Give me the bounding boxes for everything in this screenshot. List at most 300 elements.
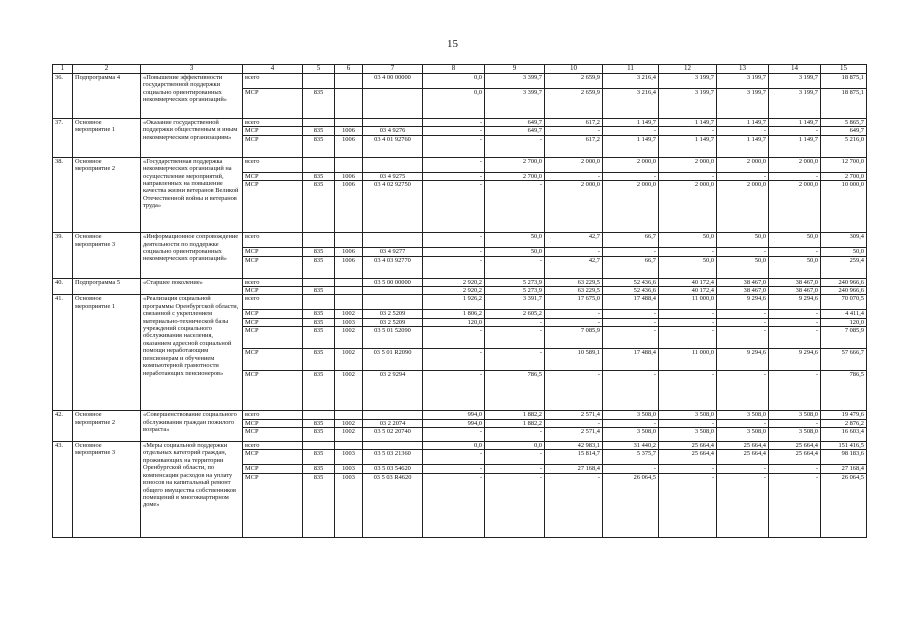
table-cell: 3 199,7 xyxy=(717,89,769,119)
table-cell: 40 172,4 xyxy=(659,278,717,286)
table-cell: 98 183,6 xyxy=(821,450,867,465)
row-number: 36. xyxy=(53,74,73,119)
table-cell xyxy=(363,233,423,248)
table-cell: 3 216,4 xyxy=(603,74,659,89)
table-cell xyxy=(303,119,335,127)
table-cell xyxy=(335,89,363,119)
table-cell: 2 000,0 xyxy=(769,157,821,172)
table-row xyxy=(53,278,867,286)
table-cell: 835 xyxy=(303,181,335,233)
table-cell xyxy=(335,233,363,248)
table-cell: 5 375,7 xyxy=(603,450,659,465)
table-cell: 2 000,0 xyxy=(603,181,659,233)
table-cell: 835 xyxy=(303,349,335,371)
row-number: 41. xyxy=(53,295,73,411)
column-header: 9 xyxy=(485,65,545,74)
table-cell: - xyxy=(659,419,717,427)
table-cell: 786,5 xyxy=(485,371,545,411)
table-cell: - xyxy=(423,119,485,127)
table-cell: 03 4 9277 xyxy=(363,248,423,256)
table-cell: - xyxy=(717,310,769,318)
table-row xyxy=(53,442,867,450)
table-cell: 2 700,0 xyxy=(485,157,545,172)
table-cell: 38 467,0 xyxy=(717,287,769,295)
table-cell: - xyxy=(423,248,485,256)
table-cell: 25 664,4 xyxy=(769,442,821,450)
table-cell: МСР xyxy=(243,327,303,349)
table-cell: 12 700,0 xyxy=(821,157,867,172)
table-row xyxy=(53,233,867,248)
table-cell: 27 168,4 xyxy=(821,465,867,473)
page-number: 15 xyxy=(447,38,458,50)
table-cell: - xyxy=(603,248,659,256)
table-cell: 18 875,1 xyxy=(821,89,867,119)
table-cell: 3 199,7 xyxy=(769,74,821,89)
table-cell: 2 000,0 xyxy=(659,157,717,172)
column-header: 6 xyxy=(335,65,363,74)
program-name: Основное мероприятие 1 xyxy=(73,119,141,158)
table-cell: 835 xyxy=(303,287,335,295)
program-description: «Повышение эффективности государственной поддержки социально ориентированных некоммерческих организаций» xyxy=(141,74,243,119)
table-cell: 63 229,5 xyxy=(545,278,603,286)
column-header: 12 xyxy=(659,65,717,74)
table-cell: 52 436,6 xyxy=(603,278,659,286)
table-cell: - xyxy=(423,371,485,411)
program-name: Подпрограмма 4 xyxy=(73,74,141,119)
table-cell: - xyxy=(485,318,545,326)
table-cell: 50,0 xyxy=(485,248,545,256)
table-cell: 151 416,5 xyxy=(821,442,867,450)
table-cell: 835 xyxy=(303,327,335,349)
table-cell: 25 664,4 xyxy=(659,442,717,450)
column-header: 13 xyxy=(717,65,769,74)
table-cell xyxy=(303,157,335,172)
table-cell: 835 xyxy=(303,419,335,427)
table-cell: всего xyxy=(243,442,303,450)
table-cell: всего xyxy=(243,157,303,172)
table-cell: 03 5 01 R2090 xyxy=(363,349,423,371)
table-cell: 42,7 xyxy=(545,256,603,278)
table-cell: - xyxy=(485,465,545,473)
table-cell: - xyxy=(603,327,659,349)
table-cell: 3 199,7 xyxy=(659,74,717,89)
table-cell xyxy=(363,295,423,310)
table-cell: - xyxy=(769,473,821,537)
table-cell: МСР xyxy=(243,256,303,278)
table-cell: 17 488,4 xyxy=(603,349,659,371)
table-cell: 649,7 xyxy=(485,127,545,135)
table-cell: МСР xyxy=(243,450,303,465)
column-header: 1 xyxy=(53,65,73,74)
table-cell: 120,0 xyxy=(821,318,867,326)
table-cell xyxy=(363,119,423,127)
table-cell: 1002 xyxy=(335,349,363,371)
table-cell: 03 2 9294 xyxy=(363,371,423,411)
row-number: 38. xyxy=(53,157,73,232)
table-cell: 1 882,2 xyxy=(485,411,545,419)
table-cell: 25 664,4 xyxy=(659,450,717,465)
table-cell: - xyxy=(485,135,545,157)
table-cell: - xyxy=(659,310,717,318)
table-cell: МСР xyxy=(243,349,303,371)
table-cell: 5 216,0 xyxy=(821,135,867,157)
table-cell: МСР xyxy=(243,465,303,473)
table-cell: 11 000,0 xyxy=(659,295,717,310)
table-cell: 259,4 xyxy=(821,256,867,278)
table-cell: 835 xyxy=(303,371,335,411)
table-cell: - xyxy=(769,310,821,318)
table-cell: 240 966,6 xyxy=(821,278,867,286)
table-cell: - xyxy=(769,419,821,427)
table-cell: - xyxy=(485,256,545,278)
table-cell xyxy=(303,411,335,419)
table-cell: - xyxy=(423,127,485,135)
table-cell: 2 000,0 xyxy=(545,157,603,172)
table-cell: 3 508,0 xyxy=(659,428,717,442)
table-cell: 617,2 xyxy=(545,135,603,157)
table-cell: 50,0 xyxy=(769,233,821,248)
table-cell: 3 508,0 xyxy=(603,428,659,442)
header-row xyxy=(53,65,867,74)
table-cell: - xyxy=(717,371,769,411)
table-cell: 1002 xyxy=(335,327,363,349)
table-cell: 50,0 xyxy=(717,256,769,278)
table-cell: 120,0 xyxy=(423,318,485,326)
table-cell: - xyxy=(423,157,485,172)
table-cell: 25 664,4 xyxy=(769,450,821,465)
table-cell: 3 391,7 xyxy=(485,295,545,310)
column-header: 11 xyxy=(603,65,659,74)
table-cell: - xyxy=(717,127,769,135)
table-cell: 1 806,2 xyxy=(423,310,485,318)
table-cell: - xyxy=(545,127,603,135)
table-cell: всего xyxy=(243,233,303,248)
table-cell: 19 479,6 xyxy=(821,411,867,419)
table-cell: 26 064,5 xyxy=(603,473,659,537)
table-cell: 3 508,0 xyxy=(603,411,659,419)
table-cell: 03 4 02 92750 xyxy=(363,181,423,233)
table-cell: 5 273,9 xyxy=(485,278,545,286)
table-cell: 2 659,9 xyxy=(545,74,603,89)
column-header: 2 xyxy=(73,65,141,74)
table-cell: 1 149,7 xyxy=(769,135,821,157)
table-cell: всего xyxy=(243,278,303,286)
table-cell: 1006 xyxy=(335,181,363,233)
table-cell: - xyxy=(769,465,821,473)
table-cell: - xyxy=(659,127,717,135)
table-cell: 5 273,9 xyxy=(485,287,545,295)
table-cell: 835 xyxy=(303,310,335,318)
table-cell: 03 5 01 52090 xyxy=(363,327,423,349)
table-cell: - xyxy=(603,310,659,318)
table-cell: 17 488,4 xyxy=(603,295,659,310)
table-cell: - xyxy=(423,349,485,371)
column-header: 5 xyxy=(303,65,335,74)
table-cell: МСР xyxy=(243,473,303,537)
table-cell: МСР xyxy=(243,248,303,256)
budget-table xyxy=(52,64,867,538)
table-cell: - xyxy=(659,465,717,473)
table-cell: 0,0 xyxy=(423,89,485,119)
table-cell: - xyxy=(717,248,769,256)
table-cell: 2 659,9 xyxy=(545,89,603,119)
table-cell: 70 070,5 xyxy=(821,295,867,310)
column-header: 4 xyxy=(243,65,303,74)
row-number: 39. xyxy=(53,233,73,278)
table-cell: 03 2 5209 xyxy=(363,310,423,318)
table-cell: 1003 xyxy=(335,318,363,326)
table-cell: 2 000,0 xyxy=(769,181,821,233)
table-cell: МСР xyxy=(243,89,303,119)
table-cell: 1006 xyxy=(335,172,363,180)
table-cell: - xyxy=(423,181,485,233)
table-row xyxy=(53,295,867,310)
table-row xyxy=(53,411,867,419)
table-cell: - xyxy=(603,419,659,427)
row-number: 42. xyxy=(53,411,73,442)
column-header: 8 xyxy=(423,65,485,74)
row-number: 43. xyxy=(53,442,73,538)
table-cell: 7 085,9 xyxy=(821,327,867,349)
table-cell: 2 000,0 xyxy=(603,157,659,172)
table-cell: - xyxy=(423,428,485,442)
table-cell: 1002 xyxy=(335,419,363,427)
table-cell: 03 5 00 00000 xyxy=(363,278,423,286)
table-cell: 1006 xyxy=(335,256,363,278)
table-cell: 3 508,0 xyxy=(769,411,821,419)
table-cell: 1 149,7 xyxy=(603,135,659,157)
table-cell: 649,7 xyxy=(485,119,545,127)
table-cell: 03 5 03 54620 xyxy=(363,465,423,473)
table-cell: - xyxy=(717,172,769,180)
table-cell: 1 149,7 xyxy=(659,135,717,157)
table-cell: МСР xyxy=(243,419,303,427)
table-cell: 835 xyxy=(303,172,335,180)
table-cell: 2 000,0 xyxy=(659,181,717,233)
table-cell xyxy=(335,119,363,127)
table-cell: 1003 xyxy=(335,465,363,473)
table-cell: 1 149,7 xyxy=(769,119,821,127)
table-cell xyxy=(335,74,363,89)
table-cell: 1 926,2 xyxy=(423,295,485,310)
table-cell: 63 229,5 xyxy=(545,287,603,295)
program-name: Основное мероприятие 3 xyxy=(73,233,141,278)
table-cell: - xyxy=(717,473,769,537)
program-name: Основное мероприятие 3 xyxy=(73,442,141,538)
table-cell: 3 199,7 xyxy=(659,89,717,119)
table-cell: 786,5 xyxy=(821,371,867,411)
table-cell: - xyxy=(659,172,717,180)
table-cell: 835 xyxy=(303,89,335,119)
table-cell: 5 865,7 xyxy=(821,119,867,127)
table-cell: 52 436,6 xyxy=(603,287,659,295)
table-cell: - xyxy=(423,465,485,473)
table-cell: 1 149,7 xyxy=(717,119,769,127)
table-cell: 835 xyxy=(303,450,335,465)
table-cell: 649,7 xyxy=(821,127,867,135)
table-cell: 2 000,0 xyxy=(717,157,769,172)
table-cell: 2 700,0 xyxy=(821,172,867,180)
row-number: 37. xyxy=(53,119,73,158)
table-cell: 38 467,0 xyxy=(769,287,821,295)
table-cell: 2 000,0 xyxy=(545,181,603,233)
table-cell: - xyxy=(769,172,821,180)
table-cell: 38 467,0 xyxy=(717,278,769,286)
table-cell: МСР xyxy=(243,318,303,326)
table-cell: 03 4 03 92770 xyxy=(363,256,423,278)
column-header: 7 xyxy=(363,65,423,74)
table-cell xyxy=(303,278,335,286)
table-cell: 25 664,4 xyxy=(717,442,769,450)
table-cell: 2 571,4 xyxy=(545,428,603,442)
table-cell: 31 440,2 xyxy=(603,442,659,450)
table-cell: - xyxy=(545,371,603,411)
table-cell: - xyxy=(485,181,545,233)
table-cell: МСР xyxy=(243,181,303,233)
table-cell: 994,0 xyxy=(423,411,485,419)
program-description: «Государственная поддержка некоммерческих организаций на осуществление мероприятий, направленных на повышение качества жизни ветеранов Великой Отечественной войны и ветеранов труда» xyxy=(141,157,243,232)
table-cell: 309,4 xyxy=(821,233,867,248)
table-cell: 03 5 02 20740 xyxy=(363,428,423,442)
table-cell: 1006 xyxy=(335,127,363,135)
table-cell xyxy=(303,74,335,89)
program-description: «Информационное сопровождение деятельности по поддержке социально ориентированных некоммерческих организаций» xyxy=(141,233,243,278)
table-cell: 1 149,7 xyxy=(603,119,659,127)
table-cell: 57 666,7 xyxy=(821,349,867,371)
table-cell: - xyxy=(485,450,545,465)
table-cell: 42 983,1 xyxy=(545,442,603,450)
table-cell: 9 294,6 xyxy=(717,295,769,310)
table-cell: 835 xyxy=(303,127,335,135)
table-cell: 03 4 9276 xyxy=(363,127,423,135)
table-cell: - xyxy=(603,127,659,135)
table-cell: 3 399,7 xyxy=(485,89,545,119)
table-cell: 1 149,7 xyxy=(659,119,717,127)
table-cell: 03 2 5209 xyxy=(363,318,423,326)
table-cell: всего xyxy=(243,295,303,310)
table-cell: 3 508,0 xyxy=(659,411,717,419)
table-cell: 66,7 xyxy=(603,233,659,248)
table-cell: 50,0 xyxy=(659,256,717,278)
table-cell: 38 467,0 xyxy=(769,278,821,286)
table-cell: 835 xyxy=(303,318,335,326)
program-description: «Оказание государственной поддержки общественным и иным некоммерческим организациям» xyxy=(141,119,243,158)
table-cell: - xyxy=(545,248,603,256)
table-cell: 27 168,4 xyxy=(545,465,603,473)
program-name: Основное мероприятие 2 xyxy=(73,157,141,232)
table-cell: 03 2 2074 xyxy=(363,419,423,427)
table-cell: - xyxy=(485,473,545,537)
table-cell xyxy=(363,157,423,172)
table-cell xyxy=(335,295,363,310)
table-cell: 2 920,2 xyxy=(423,278,485,286)
program-description: «Реализация социальной программы Оренбургской области, связанной с укреплением материально-технической базы учреждений социального обслуживания населения, оказанием адресной социальной помощи неработающим пенсионерам и обучением компьютерной грамотности неработающих пенсионеров» xyxy=(141,295,243,411)
table-cell: 1 149,7 xyxy=(717,135,769,157)
table-cell: - xyxy=(545,310,603,318)
table-cell: 240 966,6 xyxy=(821,287,867,295)
table-cell xyxy=(303,295,335,310)
table-row xyxy=(53,119,867,127)
table-cell: 3 399,7 xyxy=(485,74,545,89)
table-cell: 994,0 xyxy=(423,419,485,427)
table-cell xyxy=(303,233,335,248)
table-cell: - xyxy=(769,318,821,326)
table-cell: 1003 xyxy=(335,473,363,537)
table-cell: 1002 xyxy=(335,310,363,318)
table-cell: МСР xyxy=(243,287,303,295)
table-cell: 11 000,0 xyxy=(659,349,717,371)
row-number: 40. xyxy=(53,278,73,295)
table-cell: 50,0 xyxy=(717,233,769,248)
table-cell: - xyxy=(423,135,485,157)
table-cell: 17 675,0 xyxy=(545,295,603,310)
table-cell: 0,0 xyxy=(423,74,485,89)
table-cell: 10 000,0 xyxy=(821,181,867,233)
table-cell xyxy=(335,157,363,172)
table-cell: - xyxy=(545,419,603,427)
table-cell: 3 199,7 xyxy=(769,89,821,119)
table-cell: - xyxy=(659,327,717,349)
table-cell: 3 508,0 xyxy=(769,428,821,442)
table-cell: 10 589,1 xyxy=(545,349,603,371)
program-name: Подпрограмма 5 xyxy=(73,278,141,295)
table-cell: 03 5 03 R4620 xyxy=(363,473,423,537)
table-cell xyxy=(363,89,423,119)
table-cell xyxy=(335,287,363,295)
table-cell: - xyxy=(423,172,485,180)
table-cell: - xyxy=(659,248,717,256)
table-cell: 26 064,5 xyxy=(821,473,867,537)
table-cell: 2 700,0 xyxy=(485,172,545,180)
table-cell: 03 4 9275 xyxy=(363,172,423,180)
table-cell: 835 xyxy=(303,473,335,537)
table-cell: - xyxy=(485,349,545,371)
table-cell xyxy=(303,442,335,450)
table-cell: 2 876,2 xyxy=(821,419,867,427)
table-cell: - xyxy=(717,318,769,326)
table-cell: - xyxy=(423,233,485,248)
table-cell xyxy=(335,278,363,286)
table-cell: МСР xyxy=(243,428,303,442)
table-cell: 2 605,2 xyxy=(485,310,545,318)
column-header: 15 xyxy=(821,65,867,74)
table-cell: 50,0 xyxy=(769,256,821,278)
program-description: «Меры социальной поддержки отдельных категорий граждан, проживающих на территории Оренбургской области, по компенсации расходов на уплату взносов на капитальный ремонт общего имущества собственников помещений в многоквартирном доме» xyxy=(141,442,243,538)
table-cell: 835 xyxy=(303,135,335,157)
column-header: 14 xyxy=(769,65,821,74)
column-header: 10 xyxy=(545,65,603,74)
table-cell: всего xyxy=(243,74,303,89)
table-cell: 66,7 xyxy=(603,256,659,278)
table-cell: 50,0 xyxy=(659,233,717,248)
table-cell: 1006 xyxy=(335,135,363,157)
table-cell: - xyxy=(769,127,821,135)
table-cell: - xyxy=(769,248,821,256)
table-cell: - xyxy=(423,256,485,278)
table-cell xyxy=(335,442,363,450)
table-cell: 9 294,6 xyxy=(769,295,821,310)
table-cell: 42,7 xyxy=(545,233,603,248)
table-cell: - xyxy=(659,318,717,326)
table-cell xyxy=(363,287,423,295)
table-cell: 40 172,4 xyxy=(659,287,717,295)
table-cell: 3 216,4 xyxy=(603,89,659,119)
table-cell: 50,0 xyxy=(821,248,867,256)
table-cell: 9 294,6 xyxy=(769,349,821,371)
table-cell: - xyxy=(659,371,717,411)
table-cell xyxy=(335,411,363,419)
table-cell: - xyxy=(545,318,603,326)
